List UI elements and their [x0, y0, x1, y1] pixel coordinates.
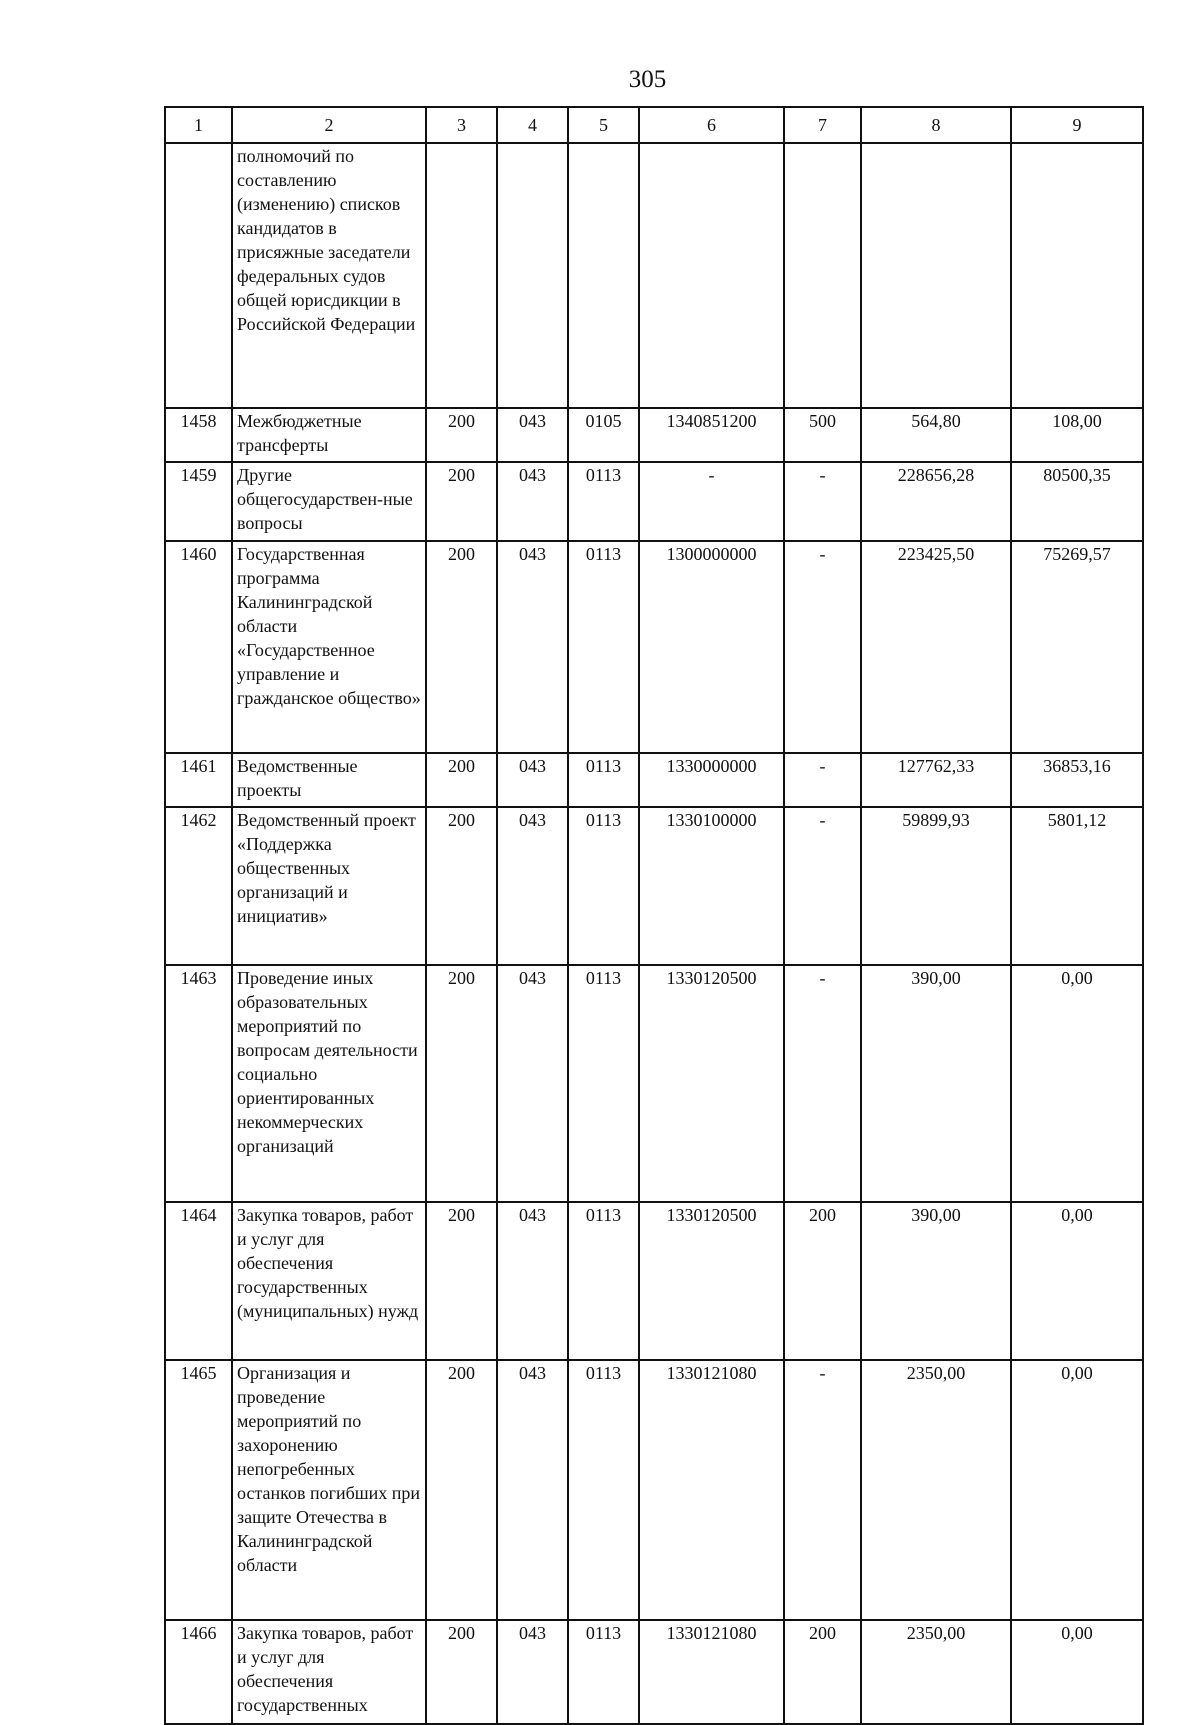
amount-col-8: 127762,33	[861, 753, 1011, 807]
amount-col-8: 564,80	[861, 408, 1011, 462]
row-name: Закупка товаров, работ и услуг для обеспечения государственных (муниципальных) нужд	[232, 1202, 426, 1360]
code-col-5: 0113	[568, 807, 639, 965]
column-header: 2	[232, 107, 426, 143]
amount-col-9: 80500,35	[1011, 462, 1143, 541]
code-col-3: 200	[426, 807, 497, 965]
code-col-7	[784, 143, 861, 408]
amount-col-8: 390,00	[861, 1202, 1011, 1360]
code-col-4: 043	[497, 753, 568, 807]
code-col-7: 200	[784, 1202, 861, 1360]
row-number	[165, 143, 232, 408]
code-col-4	[497, 143, 568, 408]
amount-col-9: 0,00	[1011, 965, 1143, 1202]
code-col-7: -	[784, 541, 861, 753]
code-col-6: 1340851200	[639, 408, 784, 462]
table-row	[165, 753, 1143, 807]
row-name: Межбюджетные трансферты	[232, 408, 426, 462]
column-header: 8	[861, 107, 1011, 143]
code-col-6: 1330000000	[639, 753, 784, 807]
code-col-5: 0105	[568, 408, 639, 462]
code-col-6: 1330121080	[639, 1360, 784, 1620]
code-col-5: 0113	[568, 462, 639, 541]
code-col-3: 200	[426, 1620, 497, 1724]
amount-col-9: 108,00	[1011, 408, 1143, 462]
code-col-3: 200	[426, 753, 497, 807]
code-col-4: 043	[497, 408, 568, 462]
amount-col-9: 75269,57	[1011, 541, 1143, 753]
row-name: Организация и проведение мероприятий по захоронению непогребенных останков погибших при защите Отечества в Калининградской области	[232, 1360, 426, 1620]
row-name: Ведомственные проекты	[232, 753, 426, 807]
amount-col-8: 390,00	[861, 965, 1011, 1202]
code-col-5: 0113	[568, 1620, 639, 1724]
row-number: 1466	[165, 1620, 232, 1724]
code-col-4: 043	[497, 807, 568, 965]
row-name: Другие общегосударствен-ные вопросы	[232, 462, 426, 541]
code-col-5	[568, 143, 639, 408]
amount-col-8: 2350,00	[861, 1620, 1011, 1724]
column-header: 6	[639, 107, 784, 143]
amount-col-8: 2350,00	[861, 1360, 1011, 1620]
table-row	[165, 462, 1143, 541]
row-number: 1460	[165, 541, 232, 753]
code-col-6: 1330100000	[639, 807, 784, 965]
row-name: Ведомственный проект «Поддержка общественных организаций и инициатив»	[232, 807, 426, 965]
code-col-3	[426, 143, 497, 408]
row-number: 1458	[165, 408, 232, 462]
row-name: Государственная программа Калининградской области «Государственное управление и гражданское общество»	[232, 541, 426, 753]
code-col-7: -	[784, 965, 861, 1202]
code-col-5: 0113	[568, 1202, 639, 1360]
code-col-7: -	[784, 462, 861, 541]
row-number: 1462	[165, 807, 232, 965]
amount-col-9: 0,00	[1011, 1360, 1143, 1620]
column-header: 5	[568, 107, 639, 143]
row-number: 1459	[165, 462, 232, 541]
code-col-6: 1330120500	[639, 1202, 784, 1360]
row-name: Проведение иных образовательных мероприятий по вопросам деятельности социально ориентированных некоммерческих организаций	[232, 965, 426, 1202]
table-row	[165, 807, 1143, 965]
code-col-7: -	[784, 1360, 861, 1620]
amount-col-8: 59899,93	[861, 807, 1011, 965]
table-row	[165, 541, 1143, 753]
code-col-4: 043	[497, 1360, 568, 1620]
page-number: 305	[628, 66, 667, 93]
amount-col-9	[1011, 143, 1143, 408]
code-col-7: 200	[784, 1620, 861, 1724]
code-col-6	[639, 143, 784, 408]
code-col-5: 0113	[568, 1360, 639, 1620]
code-col-3: 200	[426, 1202, 497, 1360]
amount-col-8: 228656,28	[861, 462, 1011, 541]
code-col-7: -	[784, 807, 861, 965]
code-col-7: 500	[784, 408, 861, 462]
amount-col-9: 0,00	[1011, 1620, 1143, 1724]
column-header: 1	[165, 107, 232, 143]
table-row	[165, 1202, 1143, 1360]
code-col-6: 1330120500	[639, 965, 784, 1202]
code-col-4: 043	[497, 1202, 568, 1360]
code-col-3: 200	[426, 462, 497, 541]
code-col-3: 200	[426, 965, 497, 1202]
table-body	[165, 143, 1143, 1724]
code-col-3: 200	[426, 1360, 497, 1620]
amount-col-9: 0,00	[1011, 1202, 1143, 1360]
row-number: 1461	[165, 753, 232, 807]
amount-col-8: 223425,50	[861, 541, 1011, 753]
code-col-6: 1330121080	[639, 1620, 784, 1724]
amount-col-8	[861, 143, 1011, 408]
table-row	[165, 1620, 1143, 1724]
table-row	[165, 408, 1143, 462]
column-header: 9	[1011, 107, 1143, 143]
code-col-4: 043	[497, 1620, 568, 1724]
code-col-4: 043	[497, 965, 568, 1202]
code-col-6: -	[639, 462, 784, 541]
column-header: 7	[784, 107, 861, 143]
code-col-5: 0113	[568, 541, 639, 753]
code-col-4: 043	[497, 462, 568, 541]
row-number: 1463	[165, 965, 232, 1202]
code-col-7: -	[784, 753, 861, 807]
column-header: 4	[497, 107, 568, 143]
row-number: 1464	[165, 1202, 232, 1360]
row-name: полномочий по составлению (изменению) списков кандидатов в присяжные заседатели федеральных судов общей юрисдикции в Российской Федерации	[232, 143, 426, 408]
table-row	[165, 1360, 1143, 1620]
code-col-5: 0113	[568, 965, 639, 1202]
code-col-5: 0113	[568, 753, 639, 807]
code-col-3: 200	[426, 408, 497, 462]
header-row	[165, 107, 1143, 143]
row-number: 1465	[165, 1360, 232, 1620]
budget-table	[164, 106, 1144, 1725]
code-col-3: 200	[426, 541, 497, 753]
column-header: 3	[426, 107, 497, 143]
table-row	[165, 965, 1143, 1202]
amount-col-9: 5801,12	[1011, 807, 1143, 965]
code-col-4: 043	[497, 541, 568, 753]
row-name: Закупка товаров, работ и услуг для обеспечения государственных	[232, 1620, 426, 1724]
table-row	[165, 143, 1143, 408]
code-col-6: 1300000000	[639, 541, 784, 753]
amount-col-9: 36853,16	[1011, 753, 1143, 807]
